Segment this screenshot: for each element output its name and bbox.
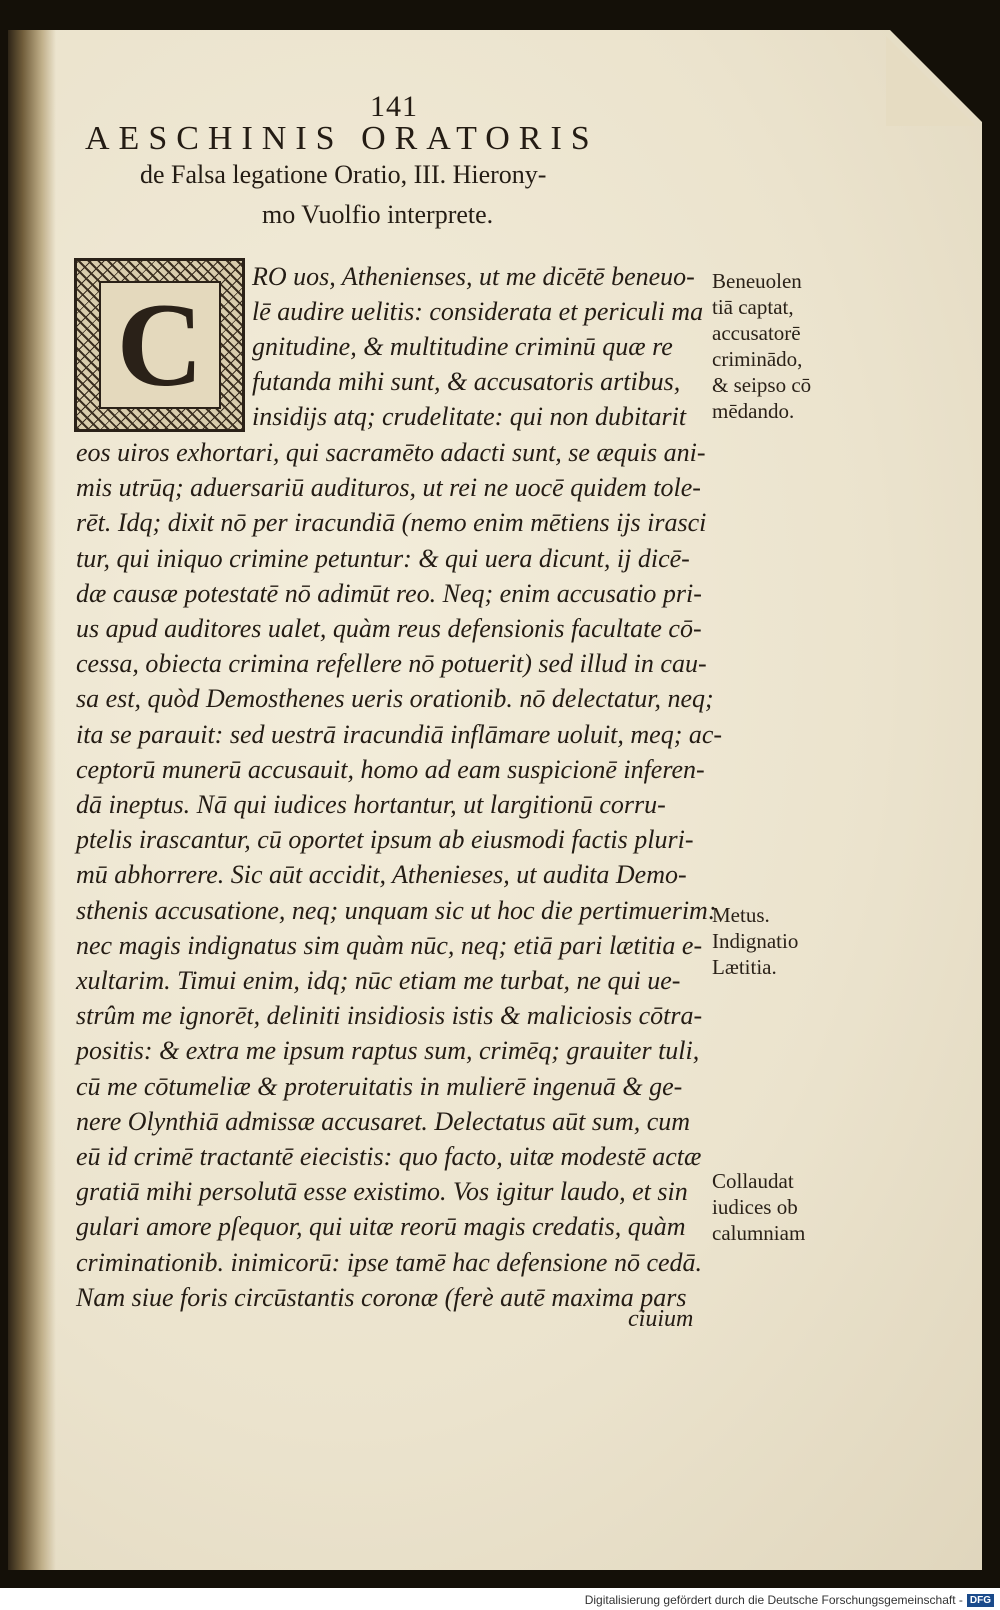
text-line: sa est, quòd Demosthenes ueris orationib. nō delectatur, neq; bbox=[76, 684, 714, 714]
text-line: strûm me ignorēt, deliniti insidiosis istis & maliciosis cōtra- bbox=[76, 1001, 703, 1031]
title-line-1: AESCHINIS ORATORIS bbox=[85, 120, 599, 157]
margin-note-line: tiā captat, bbox=[712, 295, 794, 319]
margin-note-line: criminādo, bbox=[712, 347, 803, 371]
text-line: criminationib. inimicorū: ipse tamē hac defensione nō cedā. bbox=[76, 1247, 703, 1277]
text-line: cū me cōtumeliæ & proteruitatis in mulierē ingenuā & ge- bbox=[76, 1071, 683, 1101]
margin-note bbox=[712, 902, 798, 980]
page-gutter bbox=[8, 30, 56, 1570]
footer-text: Digitalisierung gefördert durch die Deutsche Forschungsgemeinschaft - bbox=[584, 1593, 963, 1607]
text-line: lē audire uelitis: considerata et periculi ma bbox=[252, 297, 704, 326]
text-line: ita se parauit: sed uestrā iracundiā inflāmare uoluit, meq; ac- bbox=[76, 719, 723, 749]
text-line: ceptorū munerū accusauit, homo ad eam suspicionē inferen- bbox=[76, 754, 705, 784]
text-line: nere Olynthiā admissæ accusaret. Delectatus aūt sum, cum bbox=[76, 1106, 691, 1136]
text-line: rēt. Idq; dixit nō per iracundiā (nemo enim mētiens ijs irasci bbox=[76, 508, 707, 538]
text-line: ptelis irascantur, cū oportet ipsum ab eiusmodi factis pluri- bbox=[76, 825, 694, 855]
margin-note bbox=[712, 1168, 805, 1246]
margin-note-line: accusatorē bbox=[712, 321, 801, 345]
folio-number: 141 bbox=[370, 90, 418, 123]
footer-bar bbox=[0, 1590, 1000, 1610]
text-line: eos uiros exhortari, qui sacramēto adacti sunt, se æquis ani- bbox=[76, 438, 706, 467]
text-line: gulari amore pſequor, qui uitæ reorū magis credatis, quàm bbox=[76, 1212, 686, 1242]
corner-fold-flap bbox=[886, 36, 976, 126]
text-line: RO uos, Athenienses, ut me dicētē beneuo- bbox=[252, 262, 695, 291]
margin-note-line: Collaudat bbox=[712, 1169, 794, 1193]
decorated-initial bbox=[74, 258, 245, 432]
text-line: dā ineptus. Nā qui iudices hortantur, ut largitionū corru- bbox=[76, 790, 666, 819]
dfg-logo: DFG bbox=[967, 1594, 994, 1607]
text-line: dæ causæ potestatē nō adimūt reo. Neq; enim accusatio pri- bbox=[76, 578, 702, 608]
margin-note-line: Metus. bbox=[712, 903, 770, 927]
margin-note-line: Indignatio bbox=[712, 929, 799, 953]
margin-note-line: & seipso cō bbox=[712, 373, 812, 397]
text-line: gnitudine, & multitudine criminū quæ re bbox=[252, 332, 673, 361]
text-line: nec magis indignatus sim quàm nūc, neq; etiā pari lætitia e- bbox=[76, 930, 703, 960]
margin-note-line: Lætitia. bbox=[712, 955, 777, 979]
title-line-2: de Falsa legatione Oratio, III. Hierony- bbox=[140, 160, 547, 189]
title-line-3: mo Vuolfio interprete. bbox=[262, 200, 494, 229]
text-line: insidijs atq; crudelitate: qui non dubitarit bbox=[252, 402, 687, 431]
text-line: tur, qui iniquo crimine petuntur: & qui uera dicunt, ij dicē- bbox=[76, 543, 690, 573]
margin-note-line: calumniam bbox=[712, 1221, 806, 1245]
text-line: mis utrūq; aduersariū audituros, ut rei ne uocē quidem tole- bbox=[76, 473, 701, 503]
text-line: positis: & extra me ipsum raptus sum, crimēq; grauiter tuli, bbox=[76, 1036, 700, 1066]
initial-letter: C bbox=[116, 278, 204, 411]
text-line: cessa, obiecta crimina refellere nō potuerit) sed illud in cau- bbox=[76, 649, 707, 679]
text-line: eū id crimē tractantē eiecistis: quo facto, uitæ modestē actæ bbox=[76, 1142, 702, 1171]
text-line: us apud auditores ualet, quàm reus defensionis facultate cō- bbox=[76, 614, 702, 643]
margin-note-line: mēdando. bbox=[712, 399, 795, 423]
text-line: gratiā mihi persolutā esse existimo. Vos igitur laudo, et sin bbox=[76, 1177, 688, 1207]
margin-note-line: iudices ob bbox=[712, 1195, 798, 1219]
text-line: Nam siue foris circūstantis coronæ (ferè autē maxima pars bbox=[76, 1282, 687, 1312]
initial-frame bbox=[99, 278, 221, 411]
text-line: futanda mihi sunt, & accusatoris artibus, bbox=[252, 367, 681, 396]
catchword: ciuium bbox=[628, 1306, 694, 1332]
text-line: xultarim. Timui enim, idq; nūc etiam me turbat, ne qui ue- bbox=[76, 966, 681, 995]
text-line: mū abhorrere. Sic aūt accidit, Athenieses, ut audita Demo- bbox=[76, 860, 687, 890]
margin-note bbox=[712, 268, 811, 424]
margin-note-line: Beneuolen bbox=[712, 269, 802, 293]
text-line: sthenis accusatione, neq; unquam sic ut hoc die pertimuerim: bbox=[76, 895, 717, 925]
